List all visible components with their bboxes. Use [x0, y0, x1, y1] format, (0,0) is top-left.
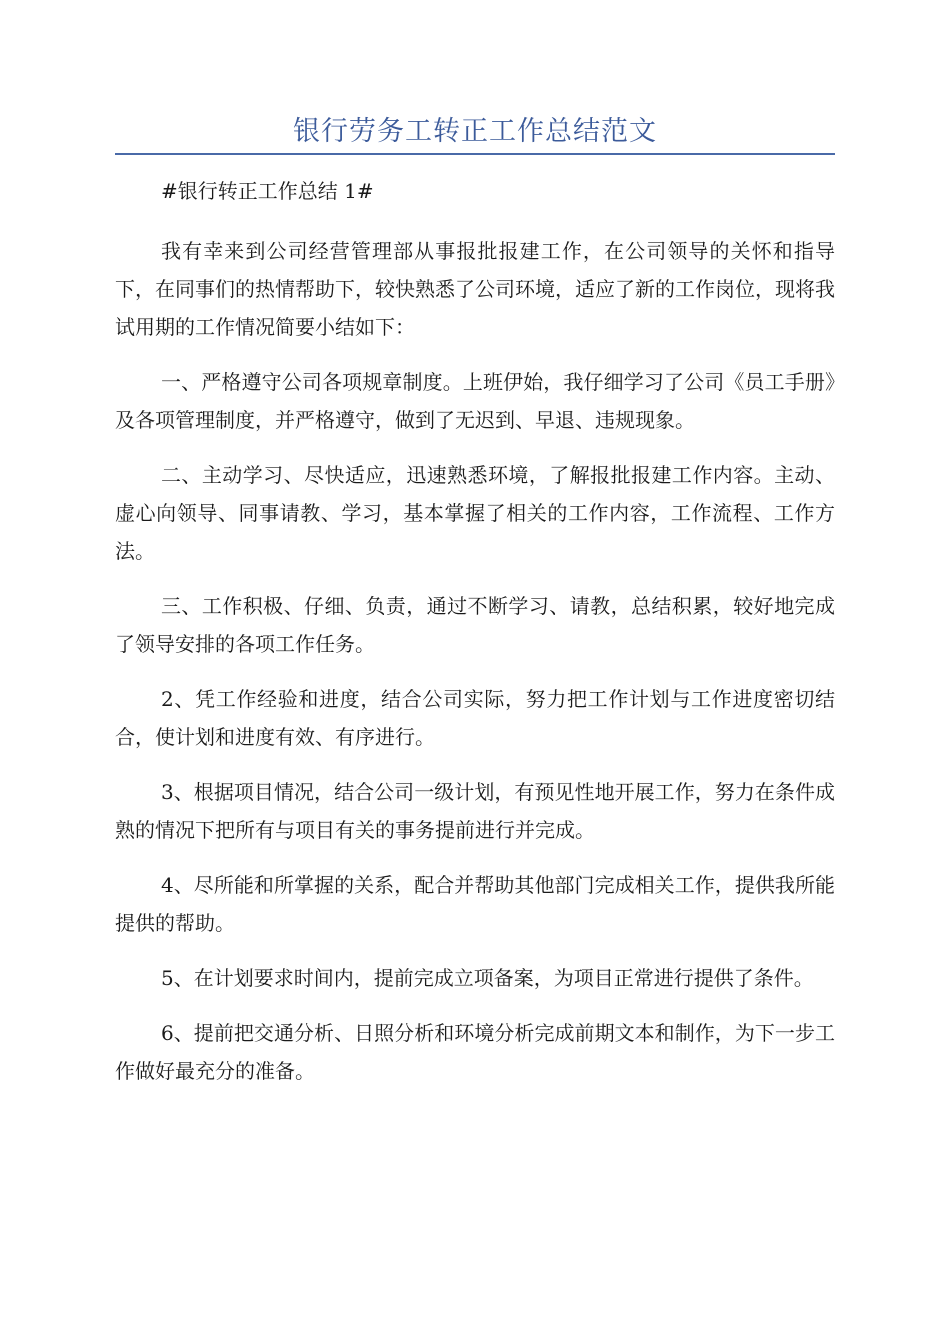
paragraph-item-4: 4、尽所能和所掌握的关系，配合并帮助其他部门完成相关工作，提供我所能提供的帮助。 — [115, 873, 835, 935]
paragraph-item-2: 2、凭工作经验和进度，结合公司实际，努力把工作计划与工作进度密切结合，使计划和进度有效、有序进行。 — [115, 687, 835, 749]
document-title: 银行劳务工转正工作总结范文 — [293, 116, 657, 147]
paragraph-3: 三、工作积极、仔细、负责，通过不断学习、请教，总结积累，较好地完成了领导安排的各项工作任务。 — [115, 594, 835, 656]
section-heading: #银行转正工作总结 1# — [161, 179, 374, 203]
document-body — [115, 172, 835, 1090]
paragraph-item-3: 3、根据项目情况，结合公司一级计划，有预见性地开展工作，努力在条件成熟的情况下把所有与项目有关的事务提前进行并完成。 — [115, 780, 835, 842]
paragraph-item-6: 6、提前把交通分析、日照分析和环境分析完成前期文本和制作，为下一步工作做好最充分的准备。 — [115, 1021, 835, 1083]
title-underline — [115, 153, 835, 155]
paragraph-intro: 我有幸来到公司经营管理部从事报批报建工作，在公司领导的关怀和指导下，在同事们的热情帮助下，较快熟悉了公司环境，适应了新的工作岗位，现将我试用期的工作情况简要小结如下： — [115, 239, 835, 339]
paragraph-1: 一、严格遵守公司各项规章制度。上班伊始，我仔细学习了公司《员工手册》及各项管理制度，并严格遵守，做到了无迟到、早退、违规现象。 — [115, 370, 835, 432]
paragraph-item-5: 5、在计划要求时间内，提前完成立项备案，为项目正常进行提供了条件。 — [161, 966, 814, 990]
paragraph-2: 二、主动学习、尽快适应，迅速熟悉环境，了解报批报建工作内容。主动、虚心向领导、同事请教、学习，基本掌握了相关的工作内容，工作流程、工作方法。 — [115, 463, 835, 563]
